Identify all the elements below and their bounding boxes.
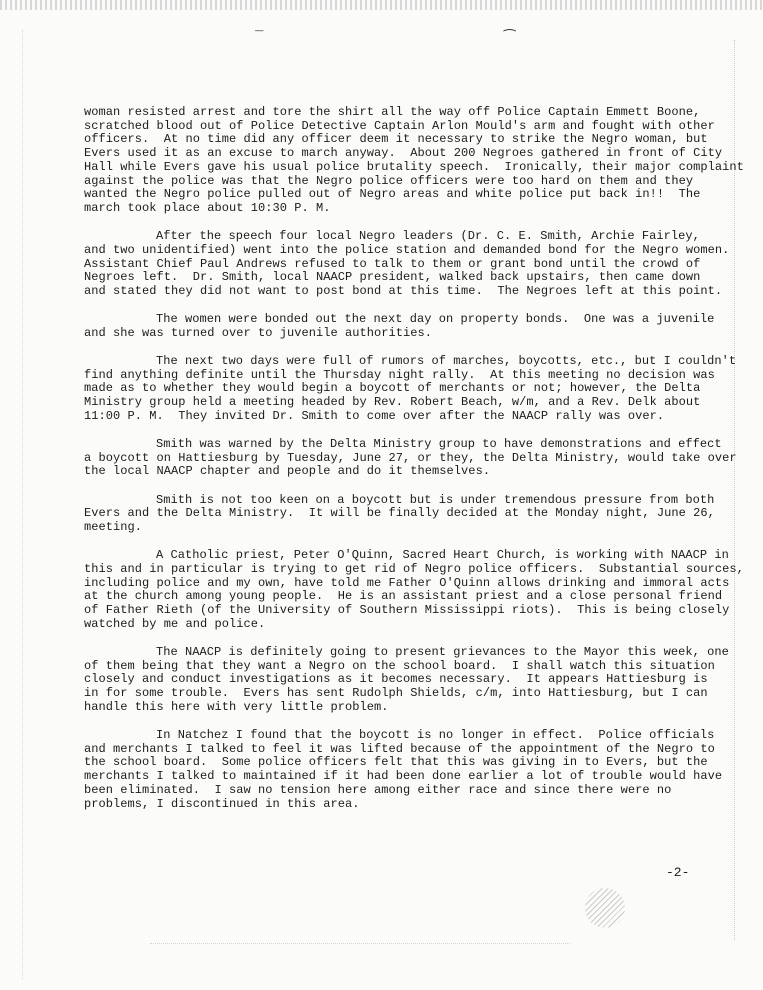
text-line: After the speech four local Negro leaders (Dr. C. E. Smith, Archie Fairley, bbox=[156, 229, 700, 244]
text-line: Hall while Evers gave his usual police brutality speech. Ironically, their major complaint bbox=[84, 159, 744, 174]
text-line: of Father Rieth (of the University of Southern Mississippi riots). This is being closely bbox=[84, 603, 730, 618]
text-line: of them being that they want a Negro on the school board. I shall watch this situation bbox=[84, 658, 715, 673]
text-line: this and in particular is trying to get rid of Negro police officers. Substantial sources, bbox=[84, 561, 744, 576]
text-line: merchants I talked to maintained if it had been done earlier a lot of trouble would have bbox=[84, 769, 723, 784]
paragraph bbox=[84, 354, 737, 424]
paragraph bbox=[84, 646, 734, 715]
text-line: officers. At no time did any officer deem it necessary to strike the Negro woman, but bbox=[84, 132, 708, 147]
paragraph bbox=[84, 230, 734, 299]
scan-mark-right: ⁀ bbox=[504, 31, 516, 47]
text-line: woman resisted arrest and tore the shirt all the way off Police Captain Emmett Boone, bbox=[84, 105, 701, 119]
text-line: The NAACP is definitely going to present grievances to the Mayor this week, one bbox=[156, 645, 729, 659]
scan-bottom-edge bbox=[150, 943, 570, 946]
text-line: made as to whether they would begin a boycott of merchants or not; however, the Delta bbox=[84, 381, 701, 396]
text-line: meeting. bbox=[84, 520, 143, 535]
text-line: In Natchez I found that the boycott is no longer in effect. Police officials bbox=[156, 728, 715, 743]
paragraph bbox=[84, 105, 744, 216]
text-line: Smith is not too keen on a boycott but is under tremendous pressure from both bbox=[156, 492, 715, 507]
scan-smudge bbox=[585, 888, 625, 928]
text-line: closely and conduct investigations as it becomes necessary. It appears Hattiesburg is bbox=[84, 672, 708, 687]
text-line: The women were bonded out the next day on property bonds. One was a juvenile bbox=[156, 312, 715, 327]
scan-right-edge bbox=[734, 40, 745, 940]
text-line: Negroes left. Dr. Smith, local NAACP president, walked back upstairs, then came down bbox=[84, 270, 701, 285]
text-line: the local NAACP chapter and people and do it themselves. bbox=[84, 464, 491, 479]
text-line: and stated they did not want to post bond at this time. The Negroes left at this point. bbox=[84, 283, 723, 298]
text-line: the school board. Some police officers felt that this was giving in to Evers, but the bbox=[84, 755, 708, 770]
paragraph bbox=[84, 494, 734, 535]
text-line: A Catholic priest, Peter O'Quinn, Sacred Heart Church, is working with NAACP in bbox=[156, 548, 729, 563]
scan-top-edge bbox=[0, 0, 763, 10]
text-line: Assistant Chief Paul Andrews refused to talk to them or grant bond until the crowd of bbox=[84, 256, 701, 271]
text-line: and two unidentified) went into the police station and demanded bond for the Negro women. bbox=[84, 242, 730, 257]
scan-left-edge bbox=[22, 30, 25, 980]
text-line: Evers and the Delta Ministry. It will be finally decided at the Monday night, June 26, bbox=[84, 506, 715, 521]
text-line: Smith was warned by the Delta Ministry group to have demonstrations and effect bbox=[156, 437, 722, 452]
paragraph bbox=[84, 313, 734, 340]
text-line: at the church among young people. He is an assistant priest and a close personal friend bbox=[84, 589, 723, 604]
paragraph bbox=[84, 729, 734, 811]
paragraph bbox=[84, 437, 737, 479]
text-line: and merchants I talked to feel it was lifted because of the appointment of the Negro to bbox=[84, 741, 715, 756]
text-line: wanted the Negro police pulled out of Negro areas and white police put back in!! The bbox=[84, 187, 701, 202]
text-line: problems, I discontinued in this area. bbox=[84, 796, 360, 811]
text-line: including police and my own, have told me Father O'Quinn allows drinking and immoral acts bbox=[84, 575, 730, 590]
text-line: been eliminated. I saw no tension here among either race and since there were no bbox=[84, 782, 672, 797]
text-line: find anything definite until the Thursday night rally. At this meeting no decision was bbox=[84, 367, 715, 382]
text-line: watched by me and police. bbox=[84, 616, 266, 631]
text-line: and she was turned over to juvenile authorities. bbox=[84, 325, 433, 340]
text-line: in for some trouble. Evers has sent Rudolph Shields, c/m, into Hattiesburg, but I can bbox=[84, 686, 708, 701]
text-line: The next two days were full of rumors of marches, boycotts, etc., but I couldn't bbox=[156, 354, 737, 369]
text-line: handle this here with very little problem. bbox=[84, 699, 389, 714]
paragraph bbox=[84, 548, 744, 631]
text-line: Evers used it as an excuse to march anyway. About 200 Negroes gathered in front of City bbox=[84, 146, 723, 161]
scan-mark-left: ‾ bbox=[255, 30, 264, 46]
text-line: Ministry group held a meeting headed by Rev. Robert Beach, w/m, and a Rev. Delk about bbox=[84, 395, 701, 410]
text-line: march took place about 10:30 P. M. bbox=[84, 200, 331, 215]
text-line: against the police was that the Negro police officers were too hard on them and they bbox=[84, 173, 694, 188]
text-line: a boycott on Hattiesburg by Tuesday, June 27, or they, the Delta Ministry, would take over bbox=[84, 450, 737, 465]
text-line: 11:00 P. M. They invited Dr. Smith to come over after the NAACP rally was over. bbox=[84, 408, 665, 423]
document-body bbox=[84, 105, 744, 826]
text-line: scratched blood out of Police Detective Captain Arlon Mould's arm and fought with other bbox=[84, 118, 715, 133]
page-number: -2- bbox=[666, 865, 690, 880]
